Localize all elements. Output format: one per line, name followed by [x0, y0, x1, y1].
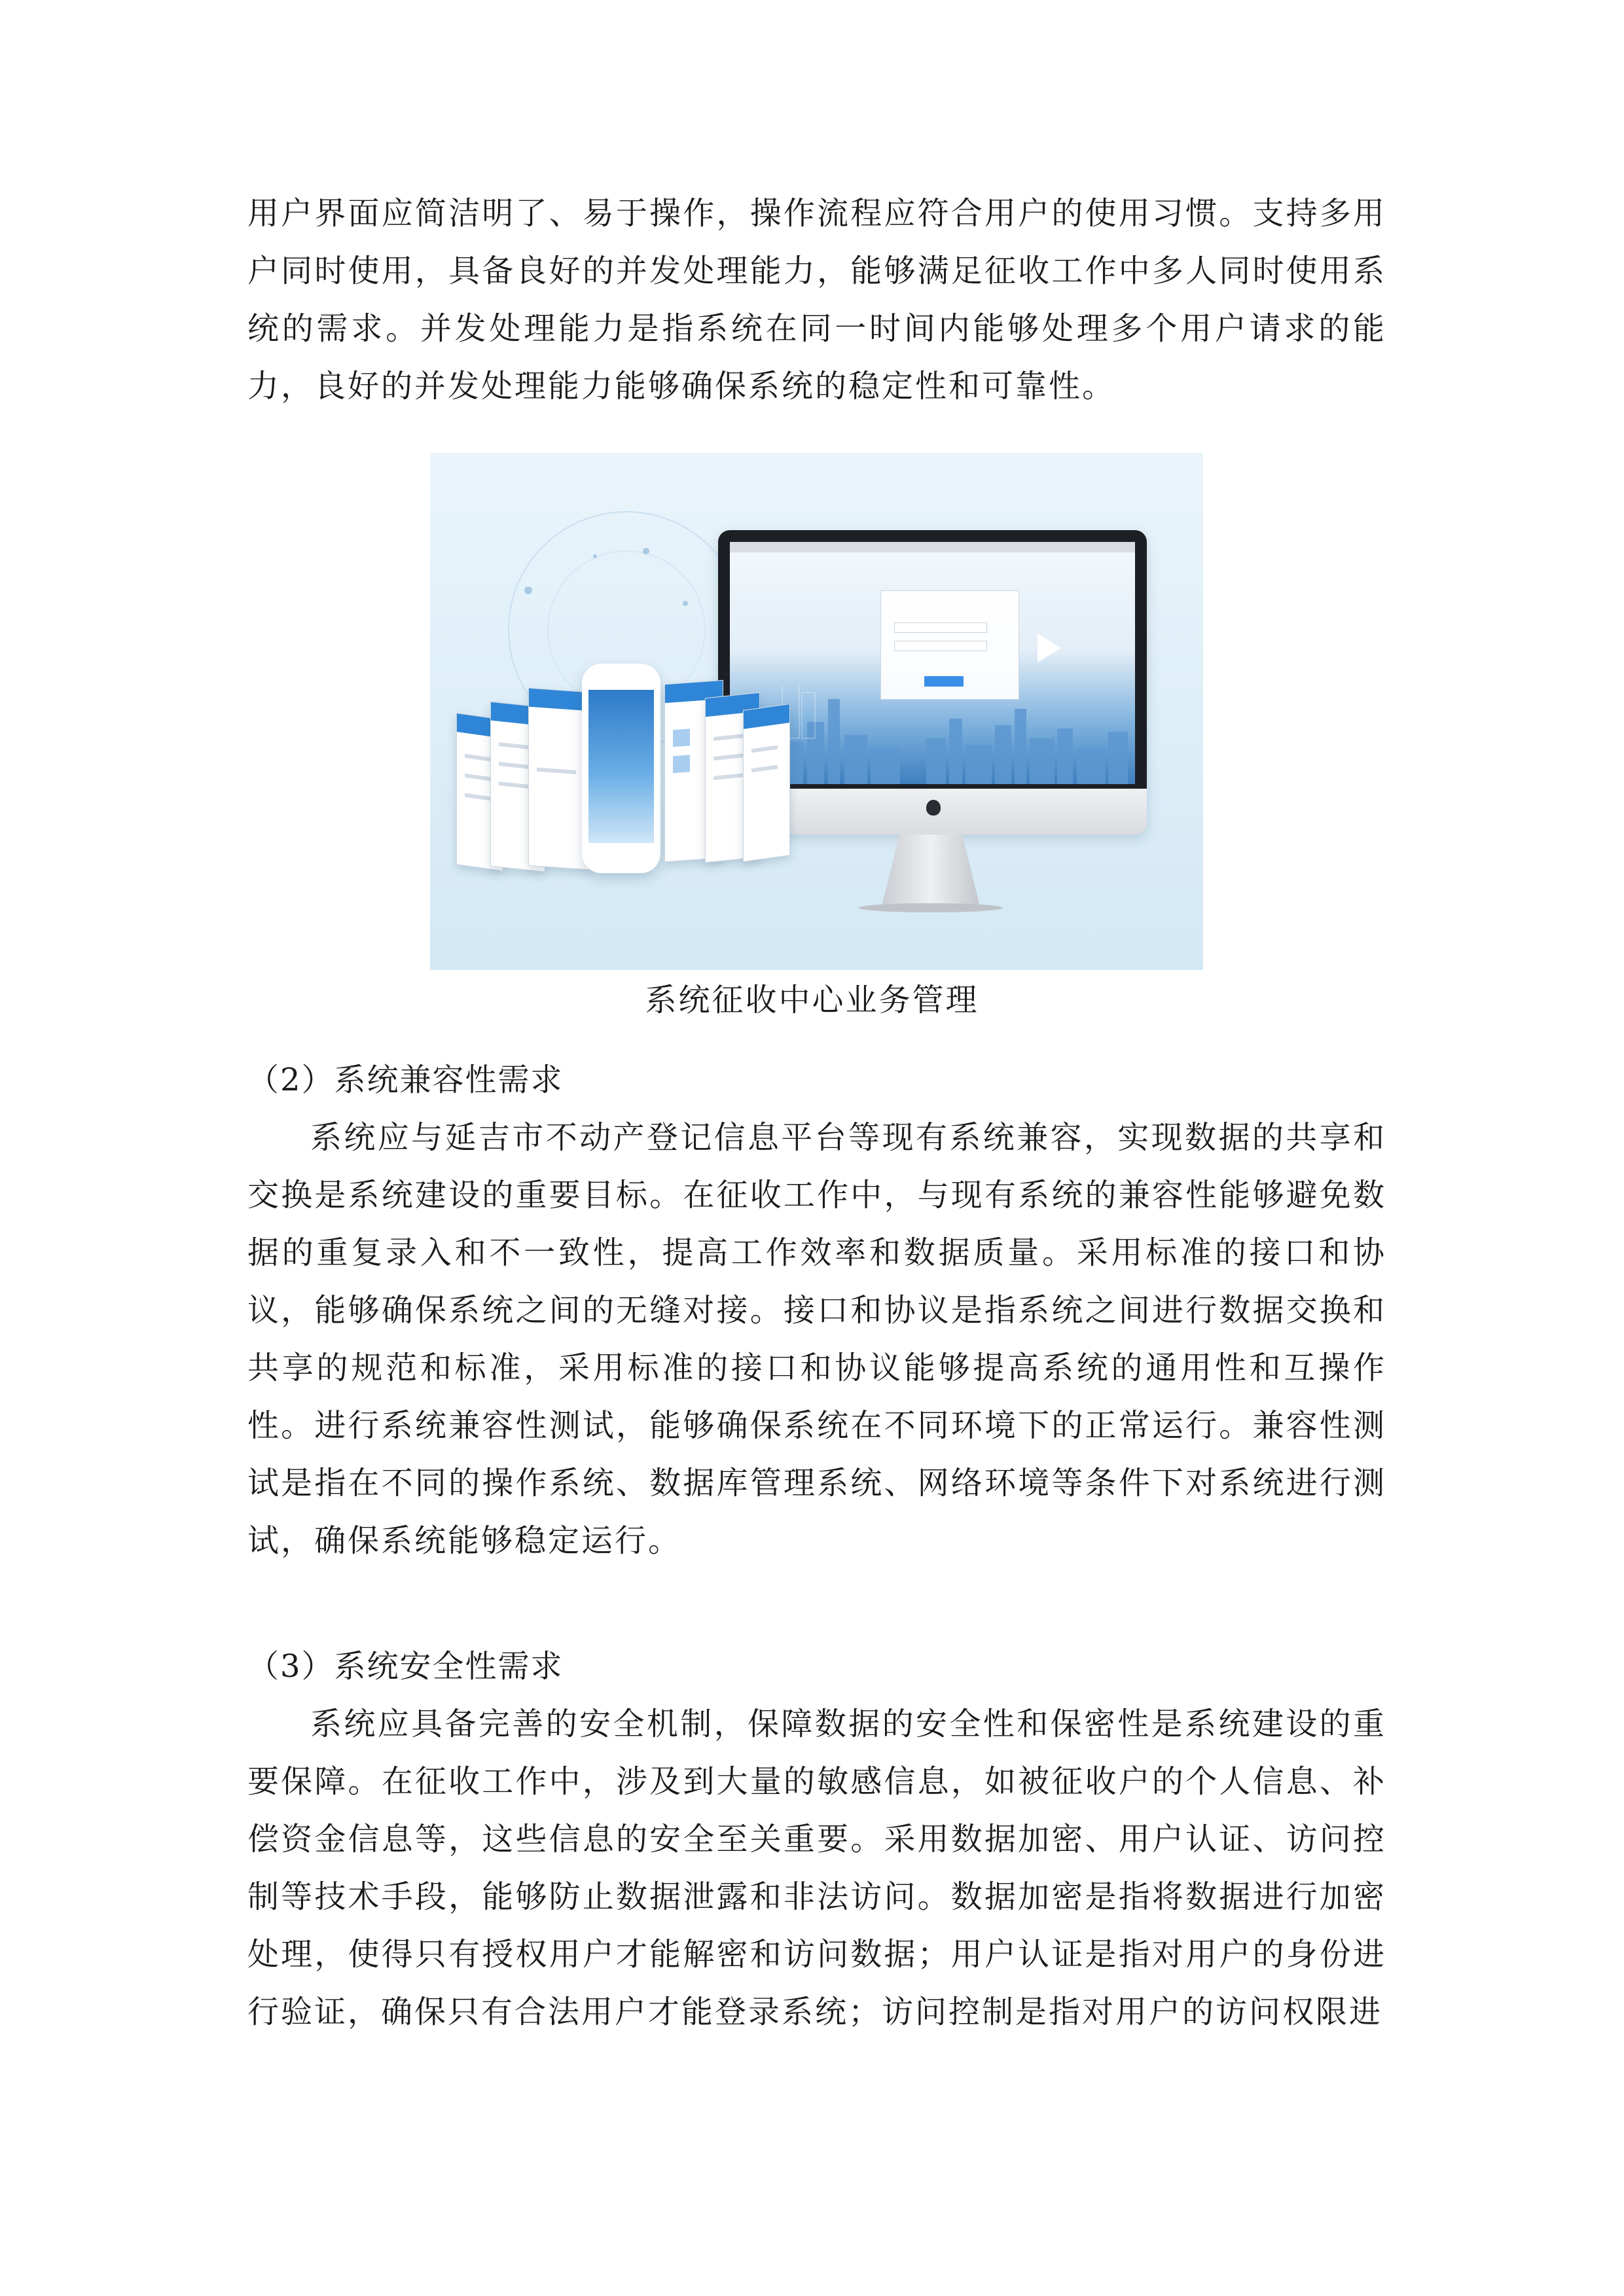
intro-paragraph: 用户界面应简洁明了、易于操作，操作流程应符合用户的使用习惯。支持多用户同时使用，具备良好的并发处理能力，能够满足征收工作中多人同时使用系统的需求。并发处理能力是指系统在同一时间内能够处理多个用户请求的能力，良好的并发处理能力能够确保系统的稳定性和可靠性。 — [247, 195, 1386, 404]
security-paragraph: 系统应具备完善的安全机制，保障数据的安全性和保密性是系统建设的重要保障。在征收工作中，涉及到大量的敏感信息，如被征收户的个人信息、补偿资金信息等，这些信息的安全至关重要。采用数据加密、用户认证、访问控制等技术手段，能够防止数据泄露和非法访问。数据加密是指将数据进行加密处理，使得只有授权用户才能解密和访问数据；用户认证是指对用户的身份进行验证，确保只有合法用户才能登录系统；访问控制是指对用户的访问权限进 — [247, 1706, 1386, 2030]
monitor-screen — [730, 542, 1135, 784]
login-field-graphic — [894, 622, 987, 633]
app-screen-card — [743, 704, 790, 862]
login-field-graphic — [894, 641, 987, 651]
smartphone-screen — [588, 690, 654, 843]
compatibility-paragraph: 系统应与延吉市不动产登记信息平台等现有系统兼容，实现数据的共享和交换是系统建设的重要目标。在征收工作中，与现有系统的兼容性能够避免数据的重复录入和不一致性，提高工作效率和数据质量。采用标准的接口和协议，能够确保系统之间的无缝对接。接口和协议是指系统之间进行数据交换和共享的规范和标准，采用标准的接口和协议能够提高系统的通用性和互操作性。进行系统兼容性测试，能够确保系统在不同环境下的正常运行。兼容性测试是指在不同的操作系统、数据库管理系统、网络环境等条件下对系统进行测试，确保系统能够稳定运行。 — [247, 1119, 1386, 1559]
smartphone — [582, 664, 660, 873]
figure-caption: 系统征收中心业务管理 — [645, 982, 979, 1018]
play-triangle-icon — [1038, 634, 1061, 662]
monitor-stand-foot — [859, 903, 1003, 912]
city-skyline-graphic — [730, 686, 1135, 784]
login-button-graphic — [924, 676, 964, 687]
browser-bar — [730, 542, 1135, 552]
section-heading-compatibility: （2）系统兼容性需求 — [247, 1062, 564, 1098]
login-card-graphic — [880, 590, 1019, 700]
section-heading-security: （3）系统安全性需求 — [247, 1648, 564, 1685]
app-screen-card — [528, 688, 590, 870]
product-illustration — [430, 453, 1203, 970]
apple-logo-icon — [926, 800, 941, 816]
